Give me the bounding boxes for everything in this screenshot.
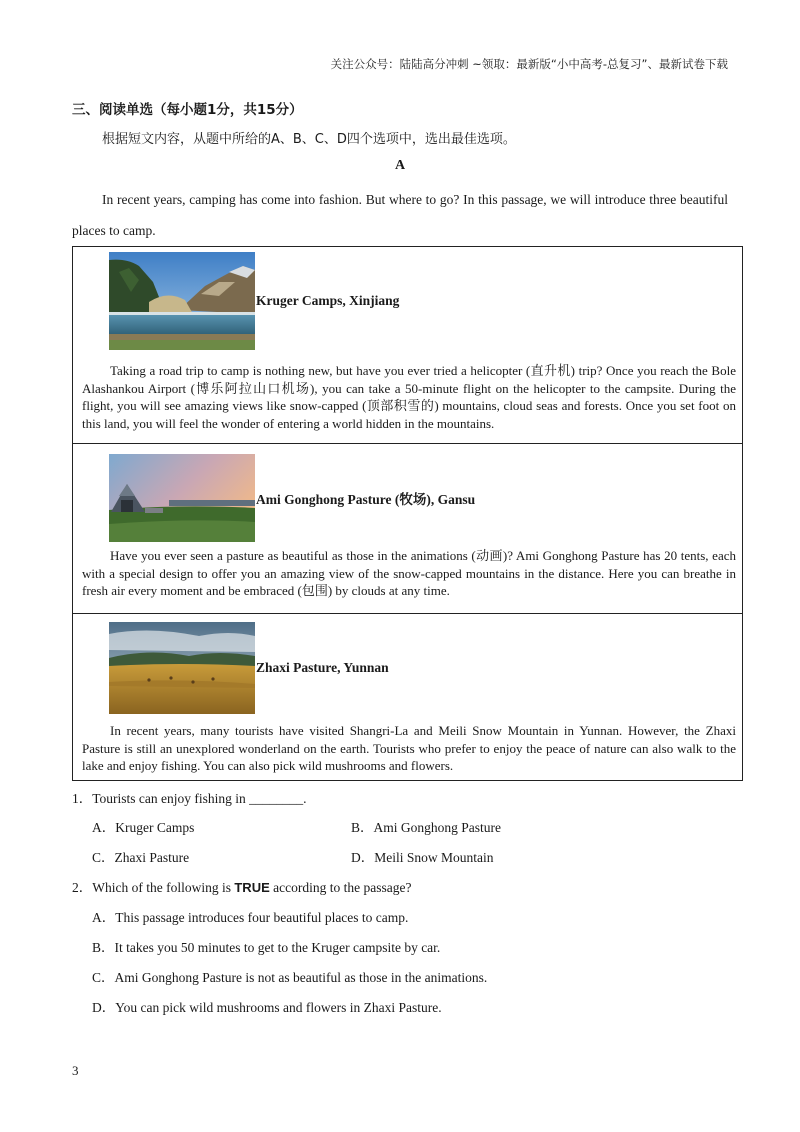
card-header — [109, 449, 475, 547]
card-body: Taking a road trip to camp is nothing new, but have you ever tried a helicopter (直升机) trip? Once you reach the Bole Alashankou Airport (博乐阿拉山口机场), you can take a 50-minute flight on the helicopter to the campsite. During the flight, you will see amazing views like snow-capped (顶部积雪的) mountains, cloud seas and forests. Once you set foot on this land, you will feel the wonder of entering a world hidden in the mountains. — [82, 363, 736, 431]
tent-sunset-photo — [109, 454, 255, 542]
question-1-option-b[interactable]: B．Ami Gonghong Pasture — [351, 820, 501, 835]
question-1-stem: 1．Tourists can enjoy fishing in ________. — [72, 791, 307, 806]
camp-card-zhaxi — [73, 613, 742, 782]
question-2-option-b[interactable]: B．It takes you 50 minutes to get to the Kruger campsite by car. — [92, 940, 441, 955]
question-2-option-c[interactable]: C．Ami Gonghong Pasture is not as beautiful as those in the animations. — [92, 970, 488, 985]
passage-intro: In recent years, camping has come into fashion. But where to go? In this passage, we will introduce three beautiful places to camp. — [72, 192, 728, 238]
question-1-option-c[interactable]: C．Zhaxi Pasture — [92, 850, 190, 865]
card-header — [109, 619, 389, 717]
question-2-option-a[interactable]: A．This passage introduces four beautiful places to camp. — [92, 910, 409, 925]
question-2-stem-start: 2．Which of the following is — [72, 880, 235, 895]
card-header — [109, 252, 399, 350]
card-title: Zhaxi Pasture, Yunnan — [256, 660, 389, 675]
card-body: In recent years, many tourists have visited Shangri-La and Meili Snow Mountain in Yunnan. However, the Zhaxi Pasture is still an unexplored wonderland on the earth. Tourists who prefer to enjoy the peace of nature can also walk to the lake and enjoy fishing. You can also pick wild mushrooms and flowers. — [82, 723, 736, 773]
camp-card-ami-gonghong — [73, 443, 742, 613]
camp-card-kruger — [73, 247, 742, 443]
question-2-option-d[interactable]: D．You can pick wild mushrooms and flowers in Zhaxi Pasture. — [92, 1000, 442, 1015]
question-1-option-d[interactable]: D．Meili Snow Mountain — [351, 850, 494, 865]
card-body: Have you ever seen a pasture as beautiful as those in the animations (动画)? Ami Gonghong Pasture has 20 tents, each with a special design to offer you an amazing view of the snow-capped mountains in the distance. Here you can breathe in fresh air every moment and be embraced (包围) by clouds at any time. — [82, 548, 736, 598]
question-2-stem-end: according to the passage? — [269, 880, 412, 895]
section-title: 三、阅读单选（每小题1分，共15分） — [72, 102, 303, 118]
camp-info-table — [72, 246, 743, 781]
section-instruction: 根据短文内容，从题中所给的A、B、C、D四个选项中，选出最佳选项。 — [102, 132, 516, 147]
page-number: 3 — [72, 1063, 79, 1078]
card-title: Kruger Camps, Xinjiang — [256, 293, 400, 308]
question-1-option-a[interactable]: A．Kruger Camps — [92, 820, 195, 835]
question-2-stem — [72, 876, 411, 896]
golden-grassland-photo — [109, 622, 255, 714]
card-title: Ami Gonghong Pasture (牧场), Gansu — [256, 492, 476, 507]
page-header-notice: 关注公众号：陆陆高分冲刺 ~领取：最新版“小中高考-总复习”、最新试卷下载 — [330, 57, 728, 71]
passage-letter: A — [394, 158, 406, 173]
mountain-lake-photo — [109, 252, 255, 350]
question-2-emphasis: TRUE — [234, 880, 270, 895]
